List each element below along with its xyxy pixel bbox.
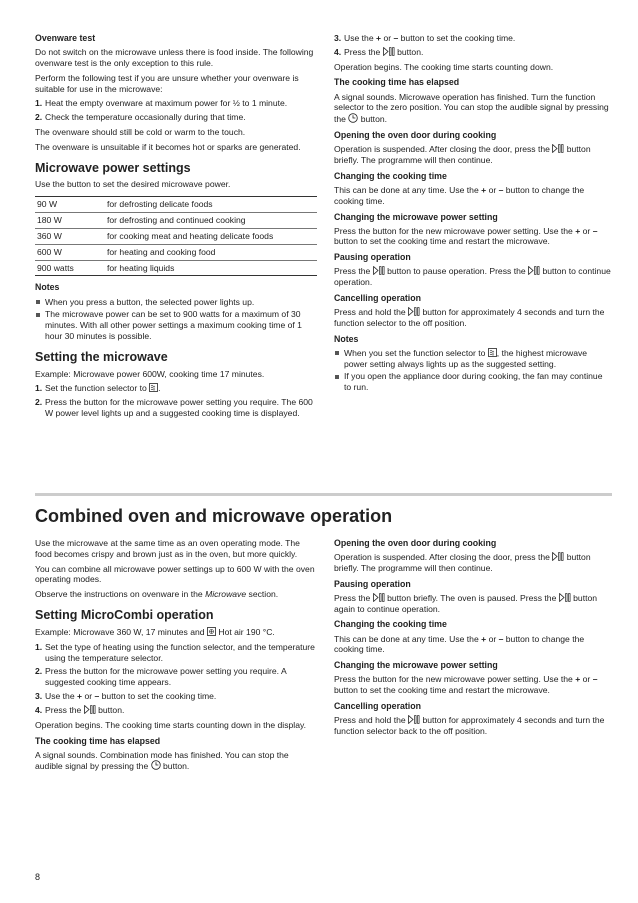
plus-button-symbol: + — [575, 225, 581, 236]
text-span: This can be done at any time. Use the — [334, 633, 479, 644]
step-number: 3. — [35, 691, 43, 702]
pausing-heading: Pausing operation — [334, 252, 411, 263]
step-text: Set the type of heating using the function selector, and the temperature using the temperature selector. — [45, 641, 315, 663]
text-span: When you set the function selector to — [344, 347, 486, 358]
minus-button-symbol: – — [498, 184, 504, 195]
combined-intro-1: Use the microwave at the same time as an oven operating mode. The food becomes crispy and brown just as in the oven, but more quickly. — [35, 538, 300, 559]
step-number: 3. — [334, 33, 342, 43]
text-span: button briefly. The programme will then continue. — [334, 144, 591, 165]
cancel-text — [334, 715, 612, 737]
plus-button-symbol: + — [481, 633, 487, 644]
text-span: Press the — [334, 266, 371, 277]
start-stop-icon — [408, 715, 420, 724]
microcombi-heading: Setting MicroCombi operation — [35, 608, 214, 623]
pausing-heading: Pausing operation — [334, 578, 411, 589]
text-span: or — [488, 184, 497, 195]
section-reference: Microwave — [205, 589, 247, 600]
door-text — [334, 552, 612, 574]
ovenware-test-heading: Ovenware test — [35, 33, 96, 43]
text-span: button briefly. The oven is paused. Press the — [387, 592, 557, 603]
elapsed-heading: The cooking time has elapsed — [35, 735, 161, 746]
text-span: button. — [360, 114, 388, 125]
elapsed-text — [35, 750, 317, 773]
microwave-left-column — [35, 33, 317, 423]
step-text: Press the — [45, 704, 82, 715]
door-heading: Opening the oven door during cooking — [334, 130, 497, 141]
notes-heading: Notes — [35, 282, 60, 293]
elapsed-text — [334, 92, 612, 125]
notes-list — [334, 348, 612, 393]
table-row — [35, 244, 317, 260]
text-span: Operation is suspended. After closing the door, press the — [334, 552, 550, 563]
change-power-heading: Changing the microwave power setting — [334, 660, 498, 671]
ovenware-paragraph-1: Do not switch on the microwave unless there is food inside. The following ovenware test is the only exception to this rule. — [35, 47, 314, 68]
change-time-text — [334, 185, 612, 207]
notes-list — [35, 297, 317, 342]
setting-microwave-heading: Setting the microwave — [35, 349, 168, 364]
step-text: button to set the cooking time. — [400, 33, 516, 43]
operation-begins-text: Operation begins. The cooking time starts counting down. — [334, 61, 554, 72]
microwave-mode-icon — [149, 383, 161, 394]
text-span: Press the — [334, 592, 371, 603]
power-settings-intro: Use the button to set the desired microwave power. — [35, 179, 231, 190]
start-stop-icon — [373, 266, 385, 275]
change-power-text — [334, 674, 612, 696]
use-cell: for defrosting and continued cooking — [105, 213, 317, 229]
ovenware-step-1 — [35, 98, 317, 109]
start-stop-icon — [552, 144, 564, 153]
step-number: 4. — [334, 46, 342, 57]
text-span: Operation is suspended. After closing the door, press the — [334, 144, 550, 155]
step-text: Press the — [344, 46, 381, 57]
text-span: Press the button for the new microwave power setting. Use the — [334, 674, 573, 685]
text-span: Press and hold the — [334, 715, 406, 726]
use-cell: for defrosting delicate foods — [105, 197, 317, 213]
text-span: Hot air 190 °C. — [218, 626, 275, 637]
combined-left-column — [35, 538, 317, 776]
plus-button-symbol: + — [77, 691, 83, 702]
text-span: or — [582, 225, 591, 236]
start-stop-icon — [528, 266, 540, 275]
power-settings-heading: Microwave power settings — [35, 160, 191, 175]
door-heading: Opening the oven door during cooking — [334, 538, 497, 548]
ovenware-paragraph-2: Perform the following test if you are unsure whether your ovenware is suitable for use in the microwave: — [35, 72, 299, 94]
setting-example: Example: Microwave power 600W, cooking time 17 minutes. — [35, 368, 265, 379]
table-row — [35, 260, 317, 276]
setting-step-2 — [35, 397, 317, 419]
start-stop-icon — [383, 47, 395, 56]
minus-button-symbol: – — [94, 691, 100, 702]
text-span: button to pause operation. Press the — [387, 266, 526, 277]
text-span: A signal sounds. Combination mode has finished. You can stop the audible signal by pressing the — [35, 749, 289, 772]
start-stop-icon — [84, 705, 96, 714]
microcombi-step-1 — [35, 642, 317, 664]
step-text: button to set the cooking time. — [101, 691, 217, 702]
setting-steps-continued — [334, 33, 612, 58]
text-span: button. — [163, 761, 190, 772]
text-span: button for approximately 4 seconds and turn the function selector back to the off position. — [334, 715, 605, 736]
ovenware-paragraph-4: The ovenware is unsuitable if it becomes hot or sparks are generated. — [35, 141, 301, 152]
hot-air-icon — [207, 627, 216, 636]
step-number: 2. — [35, 397, 43, 408]
minus-button-symbol: – — [592, 225, 598, 236]
power-cell: 900 watts — [37, 262, 74, 273]
section-divider — [35, 493, 612, 496]
list-item: If you open the appliance door during cooking, the fan may continue to run. — [334, 371, 612, 393]
text-span: section. — [248, 589, 279, 600]
setting-steps — [35, 383, 317, 418]
notes-heading: Notes — [334, 333, 359, 344]
table-row — [35, 228, 317, 244]
step-number: 1. — [35, 98, 43, 109]
power-cell: 600 W — [35, 244, 105, 260]
minus-button-symbol: – — [393, 33, 399, 43]
step-number: 1. — [35, 383, 43, 394]
text-span: button to set the cooking time and restart the microwave. — [334, 685, 550, 696]
microcombi-example — [35, 627, 317, 638]
combined-right-column — [334, 538, 612, 741]
elapsed-heading: The cooking time has elapsed — [334, 77, 460, 88]
cancel-heading: Cancelling operation — [334, 292, 422, 303]
step-text: button. — [98, 704, 125, 715]
list-item — [334, 348, 612, 370]
text-span: Observe the instructions on ovenware in the — [35, 589, 203, 600]
step-number: 2. — [35, 666, 43, 677]
power-cell: 90 W — [35, 197, 105, 213]
power-cell: 360 W — [35, 228, 105, 244]
text-span: This can be done at any time. Use the — [334, 184, 479, 195]
step-text: Use the — [344, 33, 374, 43]
microcombi-step-3 — [35, 691, 317, 702]
text-span: button for approximately 4 seconds and turn the function selector to the off position. — [334, 307, 605, 328]
step-text: Press the button for the microwave power setting you require. A suggested cooking time appears. — [45, 666, 287, 688]
table-row — [35, 197, 317, 213]
step-text: or — [84, 691, 93, 702]
change-time-heading: Changing the cooking time — [334, 619, 447, 630]
change-time-text — [334, 634, 612, 656]
step-text: Use the — [45, 691, 75, 702]
clock-icon — [151, 760, 161, 770]
combined-section-title: Combined oven and microwave operation — [35, 506, 393, 526]
step-text: Check the temperature occasionally during that time. — [45, 112, 246, 123]
text-span: A signal sounds. Microwave operation has finished. Turn the function selector to the zero position. You can stop the audible signal by pressing the — [334, 91, 609, 125]
setting-step-1 — [35, 383, 317, 394]
change-time-heading: Changing the cooking time — [334, 170, 447, 181]
table-row — [35, 213, 317, 229]
list-item: The microwave power can be set to 900 watts for a maximum of 30 minutes. With all other power settings a maximum cooking time of 1 hour 30 minutes is possible. — [35, 309, 317, 341]
text-span: or — [582, 674, 591, 685]
start-stop-icon — [408, 307, 420, 316]
pausing-text — [334, 266, 612, 288]
step-text: or — [383, 33, 392, 43]
power-cell: 180 W — [35, 213, 105, 229]
text-span: or — [488, 633, 497, 644]
step-text: Heat the empty ovenware at maximum power for ½ to 1 minute. — [45, 98, 288, 109]
start-stop-icon — [552, 552, 564, 561]
text-span: button briefly. The programme will then continue. — [334, 552, 591, 573]
text-span: Press the button for the new microwave power setting. Use the — [334, 225, 573, 236]
text-span: Example: Microwave 360 W, 17 minutes and — [35, 626, 205, 637]
step-text: Set the function selector to — [45, 383, 147, 394]
ovenware-paragraph-3: The ovenware should still be cold or warm to the touch. — [35, 127, 246, 138]
text-span: button to set the cooking time and restart the microwave. — [334, 236, 550, 247]
use-cell: for heating liquids — [107, 262, 175, 273]
list-item: When you press a button, the selected power lights up. — [35, 297, 317, 308]
plus-button-symbol: + — [481, 184, 487, 195]
combined-intro-2: You can combine all microwave power settings up to 600 W with the oven operating modes. — [35, 563, 315, 585]
minus-button-symbol: – — [498, 633, 504, 644]
plus-button-symbol: + — [575, 674, 581, 685]
use-cell: for cooking meat and heating delicate foods — [105, 228, 317, 244]
setting-step-3 — [334, 33, 612, 44]
ovenware-steps — [35, 98, 317, 123]
setting-step-4 — [334, 47, 612, 58]
microwave-right-column — [334, 33, 612, 397]
operation-begins-text: Operation begins. The cooking time starts counting down in the display. — [35, 719, 307, 730]
ovenware-step-2 — [35, 112, 317, 123]
microcombi-step-4 — [35, 705, 317, 716]
start-stop-icon — [373, 593, 385, 602]
step-number: 4. — [35, 704, 43, 715]
microcombi-step-2 — [35, 666, 317, 688]
pausing-text — [334, 593, 612, 615]
clock-icon — [348, 113, 358, 123]
change-power-heading: Changing the microwave power setting — [334, 211, 498, 222]
text-span: button to continue operation. — [334, 266, 611, 288]
text-span: button to change the cooking time. — [334, 633, 585, 655]
microwave-mode-icon — [488, 348, 497, 357]
cancel-text — [334, 307, 612, 329]
cancel-heading: Cancelling operation — [334, 700, 422, 711]
microcombi-steps — [35, 642, 317, 716]
use-cell: for heating and cooking food — [105, 244, 317, 260]
power-settings-table — [35, 196, 317, 276]
combined-intro-3 — [35, 589, 317, 600]
text-span: , the highest microwave power setting always lights up as the suggested setting. — [344, 347, 588, 369]
step-number: 1. — [35, 641, 43, 652]
text-span: button again to continue operation. — [334, 592, 598, 614]
step-number: 2. — [35, 112, 43, 123]
start-stop-icon — [559, 593, 571, 602]
change-power-text — [334, 226, 612, 248]
text-span: Press and hold the — [334, 307, 406, 318]
text-span: button to change the cooking time. — [334, 184, 585, 206]
step-text: . — [158, 383, 161, 394]
page-number: 8 — [35, 872, 41, 882]
door-text — [334, 144, 612, 166]
step-text: Press the button for the microwave power setting you require. The 600 W power level lights up and a suggested cooking time is displayed. — [45, 397, 313, 419]
step-text: button. — [397, 46, 424, 57]
plus-button-symbol: + — [376, 33, 382, 43]
minus-button-symbol: – — [592, 674, 598, 685]
